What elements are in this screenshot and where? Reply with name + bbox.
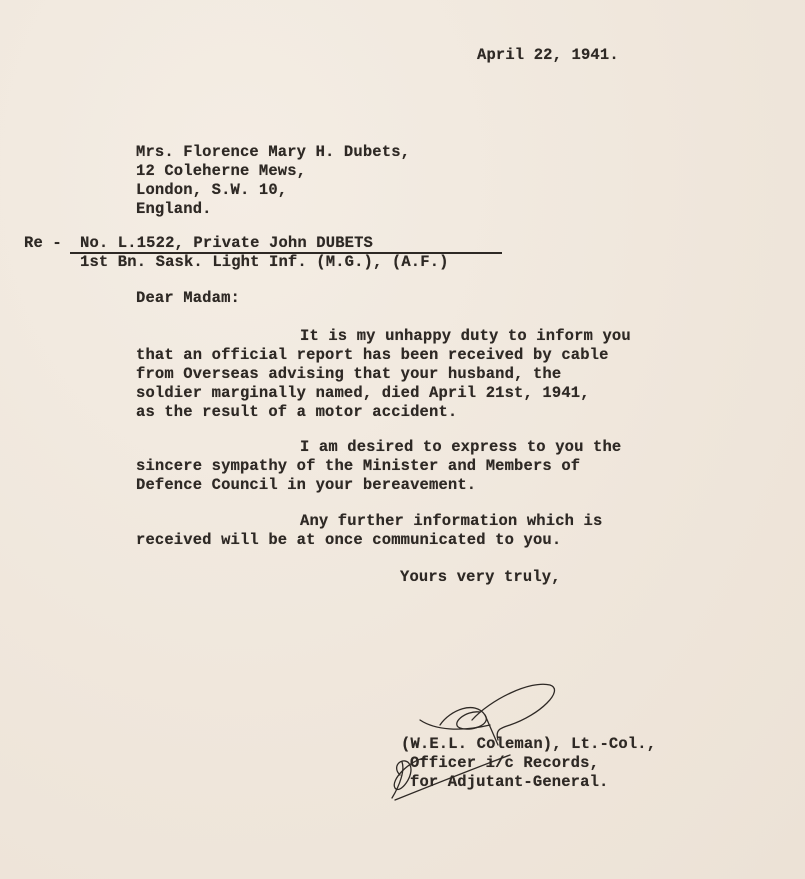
paragraph-line: soldier marginally named, died April 21st, 1941, [136, 384, 590, 402]
paragraph-line: Defence Council in your bereavement. [136, 476, 477, 494]
recipient-country: England. [136, 200, 212, 218]
paragraph-line: sincere sympathy of the Minister and Members of [136, 457, 581, 475]
paragraph-line: I am desired to express to you the [300, 438, 622, 456]
paragraph-line: as the result of a motor accident. [136, 403, 458, 421]
signatory-name: (W.E.L. Coleman), Lt.-Col., [401, 735, 657, 753]
paragraph-line: Any further information which is [300, 512, 603, 530]
paragraph-line: that an official report has been received by cable [136, 346, 609, 364]
signatory-title: Officer i/c Records, [410, 754, 600, 772]
closing: Yours very truly, [400, 568, 561, 586]
reference-label: Re - [24, 234, 62, 252]
letter-date: April 22, 1941. [477, 46, 619, 64]
recipient-street: 12 Coleherne Mews, [136, 162, 307, 180]
paragraph-line: received will be at once communicated to you. [136, 531, 562, 549]
paragraph-line: from Overseas advising that your husband, the [136, 365, 562, 383]
paragraph-line: It is my unhappy duty to inform you [300, 327, 631, 345]
reference-unit: 1st Bn. Sask. Light Inf. (M.G.), (A.F.) [80, 253, 449, 271]
signatory-on-behalf: for Adjutant-General. [410, 773, 609, 791]
recipient-name: Mrs. Florence Mary H. Dubets, [136, 143, 411, 161]
salutation: Dear Madam: [136, 289, 240, 307]
reference-soldier: No. L.1522, Private John DUBETS [80, 234, 373, 252]
recipient-city: London, S.W. 10, [136, 181, 288, 199]
